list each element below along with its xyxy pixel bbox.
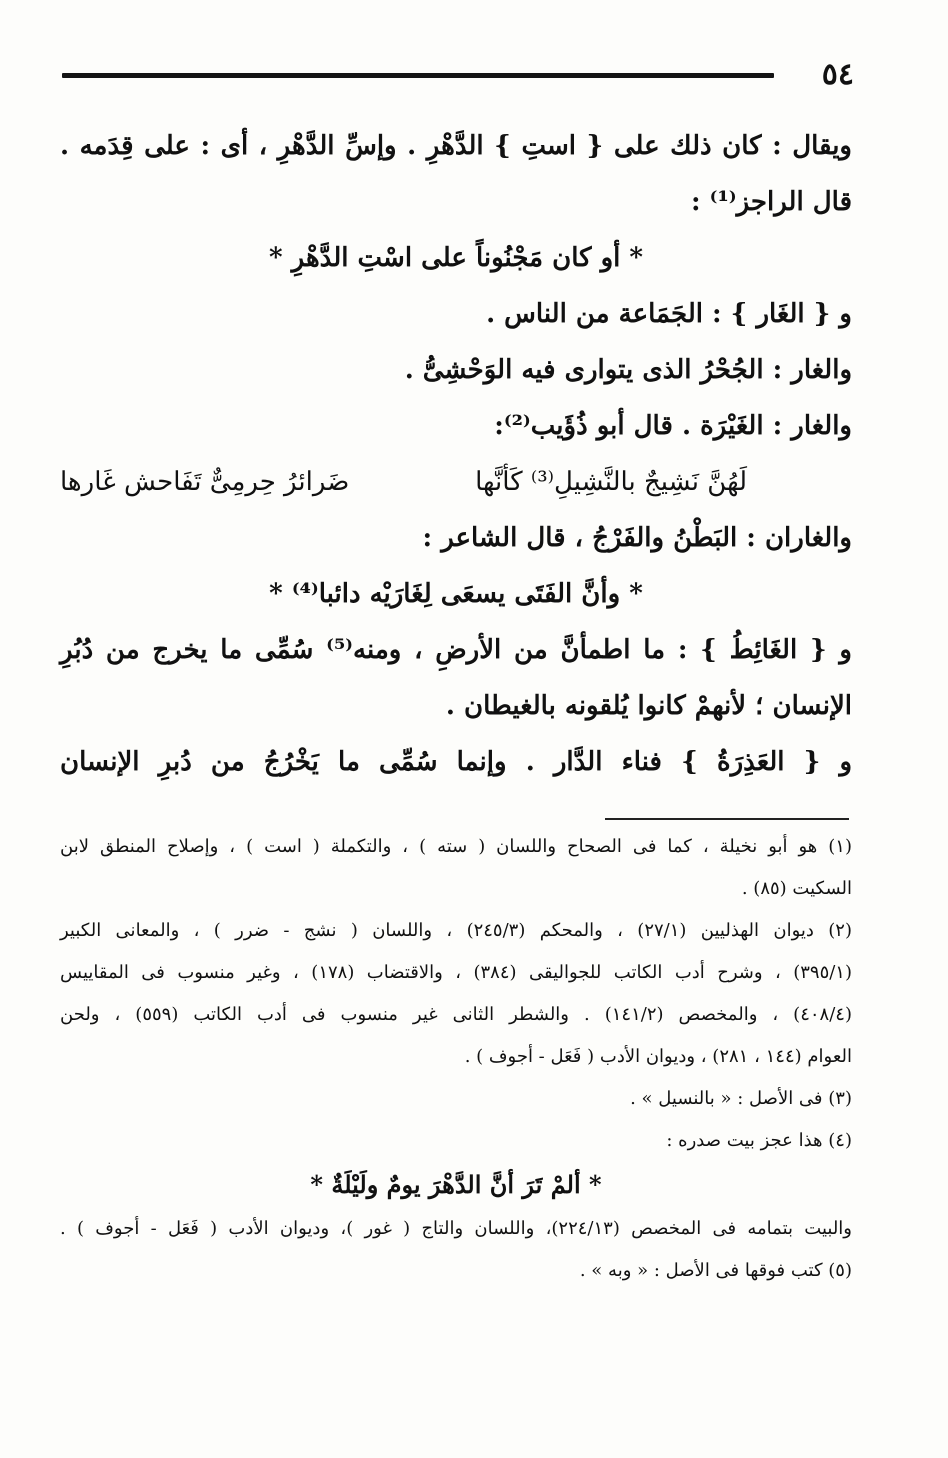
footnote-line: (٣) فى الأصل : « بالنسيل » . xyxy=(630,1088,852,1109)
footnote-line: (٤) هذا عجز بيت صدره : xyxy=(666,1130,852,1151)
verse-line: * وأنَّ الفَتَى يسعَى لِغَارَيْه دائبا⁽⁴⁾ * xyxy=(269,579,643,609)
footnote-line: (٢) ديوان الهذليين (٢٧/١) ، والمحكم (٢٤٥/٣) ، واللسان ( نشج - ضرر ) ، والمعانى الكبير xyxy=(60,920,852,941)
footnote-line: (٣٩٥/١) ، وشرح أدب الكاتب للجواليقى (٣٨٤) ، والاقتضاب (١٧٨) ، وغير منسوب فى المقاييس xyxy=(60,962,853,983)
main-text xyxy=(60,118,852,790)
text-line: و { العَذِرَةُ } فناء الدَّار . وإنما سُمِّى ما يَخْرُجُ من دُبرِ الإنسان xyxy=(60,747,852,777)
text-line: والغار : الغَيْرَة . قال أبو ذُؤَيب⁽²⁾: xyxy=(494,411,852,441)
verse-line: * أو كان مَجْنُوناً على اسْتِ الدَّهْرِ * xyxy=(268,243,644,273)
page-number: ٥٤ xyxy=(821,57,854,92)
text-line: و { الغَائِطُ } : ما اطمأنَّ من الأرضِ ، ومنه⁽⁵⁾ سُمِّى ما يخرج من دُبُرِ xyxy=(60,635,852,665)
footnote-rule xyxy=(605,818,849,820)
footnote-line: السكيت (٨٥) . xyxy=(741,878,852,899)
footnote-line: (١) هو أبو نخيلة ، كما فى الصحاح واللسان ( سته ) ، والتكملة ( است ) ، وإصلاح المنطق لابن xyxy=(60,836,852,857)
text-line: و { الغَار } : الجَمَاعة من الناس . xyxy=(486,299,852,329)
verse-first-hemistich: لَهُنَّ نَشِيجٌ بالنَّشِيلِ⁽³⁾ كَأنَّها xyxy=(475,467,747,497)
verse-second-hemistich: ضَرائرُ حِرمِىٌّ تَفَاحش غَارها xyxy=(60,467,350,497)
text-line: الإنسان ؛ لأنهمْ كانوا يُلقونه بالغيطان . xyxy=(445,691,852,721)
footnotes xyxy=(60,826,852,1292)
footnote-line: (٤٠٨/٤) ، والمخصص (١٤١/٢) . والشطر الثانى غير منسوب فى أدب الكاتب (٥٥٩) ، ولحن xyxy=(60,1004,852,1025)
footnote-line: والبيت بتمامه فى المخصص (٢٢٤/١٣)، واللسان والتاج ( غور )، وديوان الأدب ( فَعَل - أجوف ) . xyxy=(60,1218,852,1239)
header-rule xyxy=(62,73,774,78)
page-header xyxy=(62,55,854,95)
text-line: قال الراجز⁽¹⁾ : xyxy=(691,187,852,217)
text-line: ويقال : كان ذلك على { استِ } الدَّهْرِ . وإسِّ الدَّهْرِ ، أى : على قِدَمه . xyxy=(60,131,852,161)
footnote-line: العوام (١٤٤ ، ٢٨١) ، وديوان الأدب ( فَعَل - أجوف ) . xyxy=(464,1046,852,1067)
footnote-verse: * ألمْ تَرَ أنَّ الدَّهْرَ يومٌ ولَيْلَةٌ * xyxy=(310,1170,602,1199)
verse-couplet xyxy=(60,454,852,510)
text-line: والغاران : البَطْنُ والفَرْجُ ، قال الشاعر : xyxy=(422,523,852,553)
footnote-line: (٥) كتب فوقها فى الأصل : « وبه » . xyxy=(579,1260,852,1281)
text-line: والغار : الجُحْرُ الذى يتوارى فيه الوَحْشِىُّ . xyxy=(404,355,852,385)
